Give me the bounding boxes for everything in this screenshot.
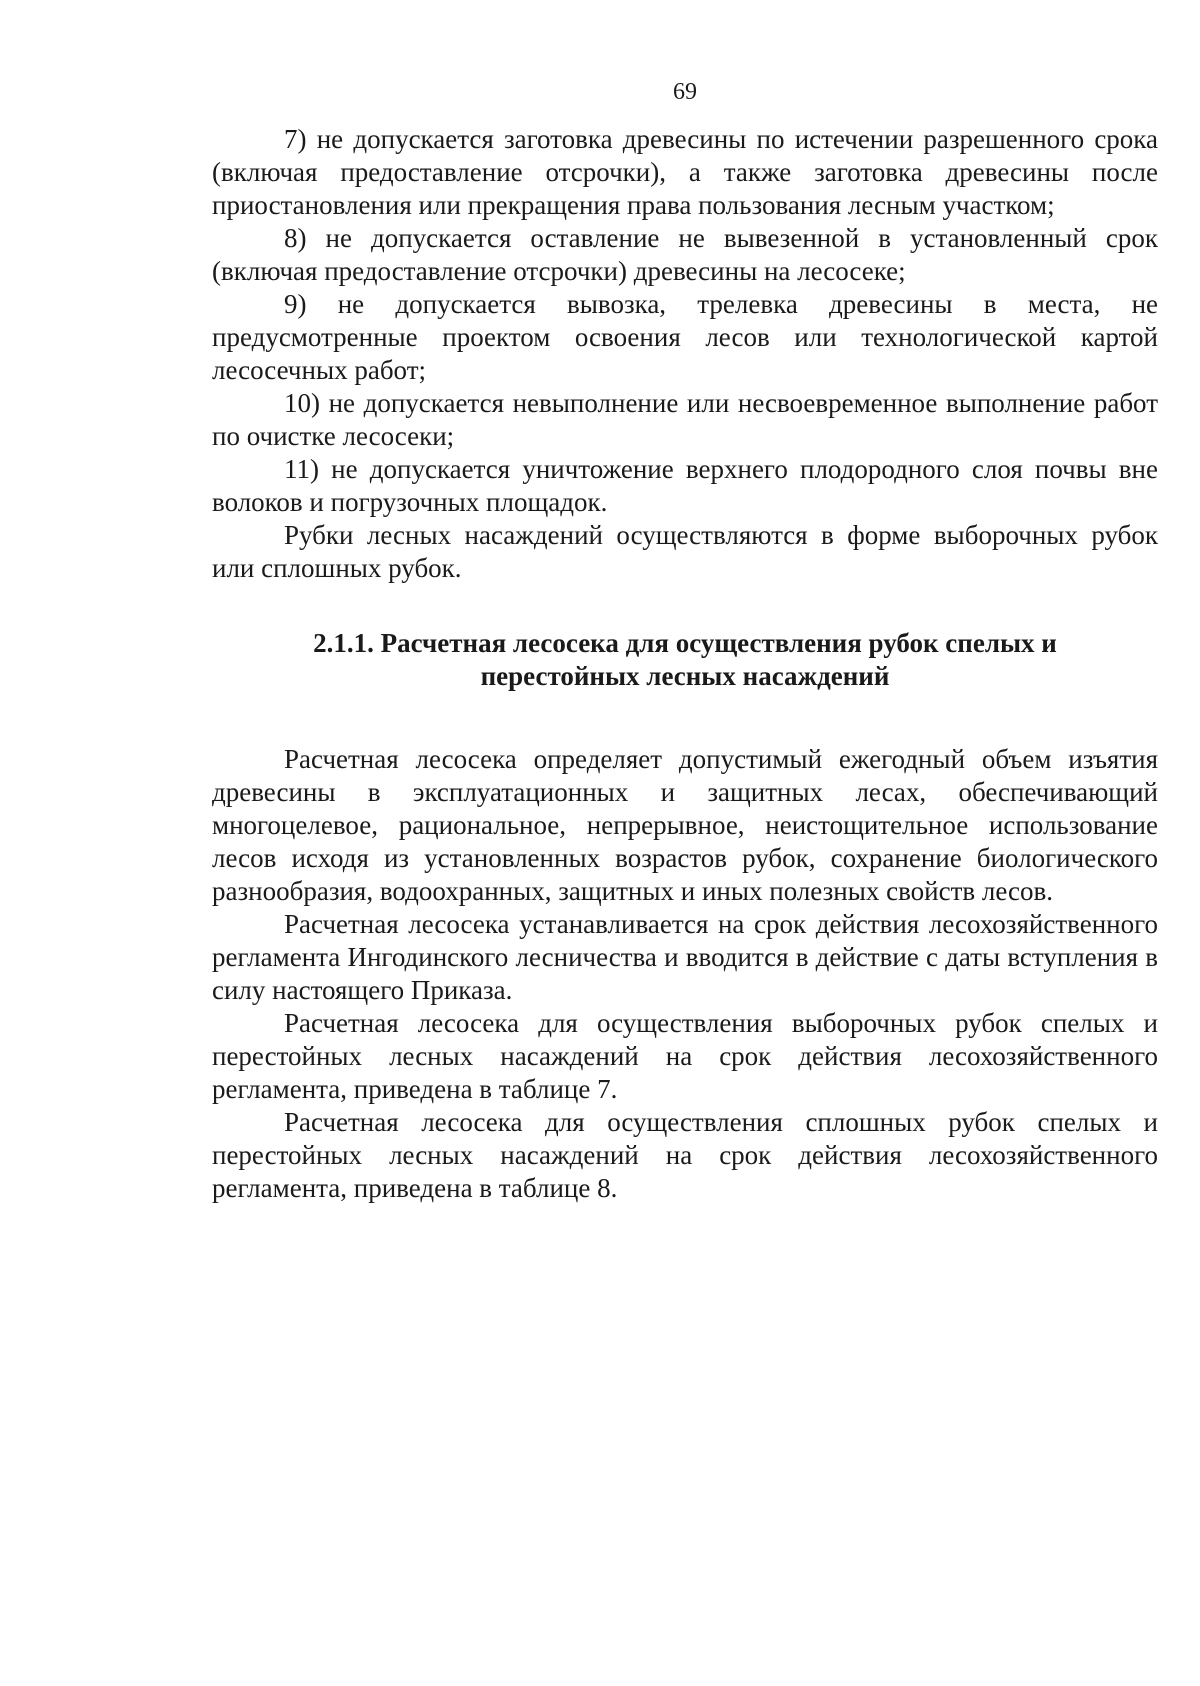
list-item-8: 8) не допускается оставление не вывезенной в установленный срок (включая предоставление отсрочки) древесины на лесосеке; bbox=[212, 223, 1158, 286]
section-heading-line-2: перестойных лесных насаждений bbox=[480, 661, 890, 691]
page-number: 69 bbox=[673, 79, 697, 105]
list-item-7: 7) не допускается заготовка древесины по истечении разрешенного срока (включая предоставление отсрочки), а также заготовка древесины после приостановления или прекращения права пользования лесным участком; bbox=[212, 124, 1158, 220]
section-paragraph-1: Расчетная лесосека определяет допустимый ежегодный объем изъятия древесины в эксплуатационных и защитных лесах, обеспечивающий многоцелевое, рациональное, непрерывное, неистощительное использование лесов исходя из установленных возрастов рубок, сохранение биологического разнообразия, водоохранных, защитных и иных полезных свойств лесов. bbox=[212, 744, 1158, 906]
page-content bbox=[212, 123, 1158, 1205]
section-paragraph-3: Расчетная лесосека для осуществления выборочных рубок спелых и перестойных лесных насаждений на срок действия лесохозяйственного регламента, приведена в таблице 7. bbox=[212, 1008, 1158, 1104]
section-paragraph-2: Расчетная лесосека устанавливается на срок действия лесохозяйственного регламента Ингодинского лесничества и вводится в действие с даты вступления в силу настоящего Приказа. bbox=[212, 909, 1158, 1005]
list-item-9: 9) не допускается вывозка, трелевка древесины в места, не предусмотренные проектом освоения лесов или технологической картой лесосечных работ; bbox=[212, 289, 1158, 385]
list-item-11: 11) не допускается уничтожение верхнего плодородного слоя почвы вне волоков и погрузочных площадок. bbox=[212, 454, 1158, 517]
intro-closing-paragraph: Рубки лесных насаждений осуществляются в форме выборочных рубок или сплошных рубок. bbox=[212, 520, 1158, 583]
list-item-10: 10) не допускается невыполнение или несвоевременное выполнение работ по очистке лесосеки; bbox=[212, 388, 1158, 451]
section-paragraph-4: Расчетная лесосека для осуществления сплошных рубок спелых и перестойных лесных насаждений на срок действия лесохозяйственного регламента, приведена в таблице 8. bbox=[212, 1107, 1158, 1203]
section-heading-line-1: 2.1.1. Расчетная лесосека для осуществления рубок спелых и bbox=[313, 628, 1057, 658]
section-heading bbox=[212, 627, 1158, 693]
